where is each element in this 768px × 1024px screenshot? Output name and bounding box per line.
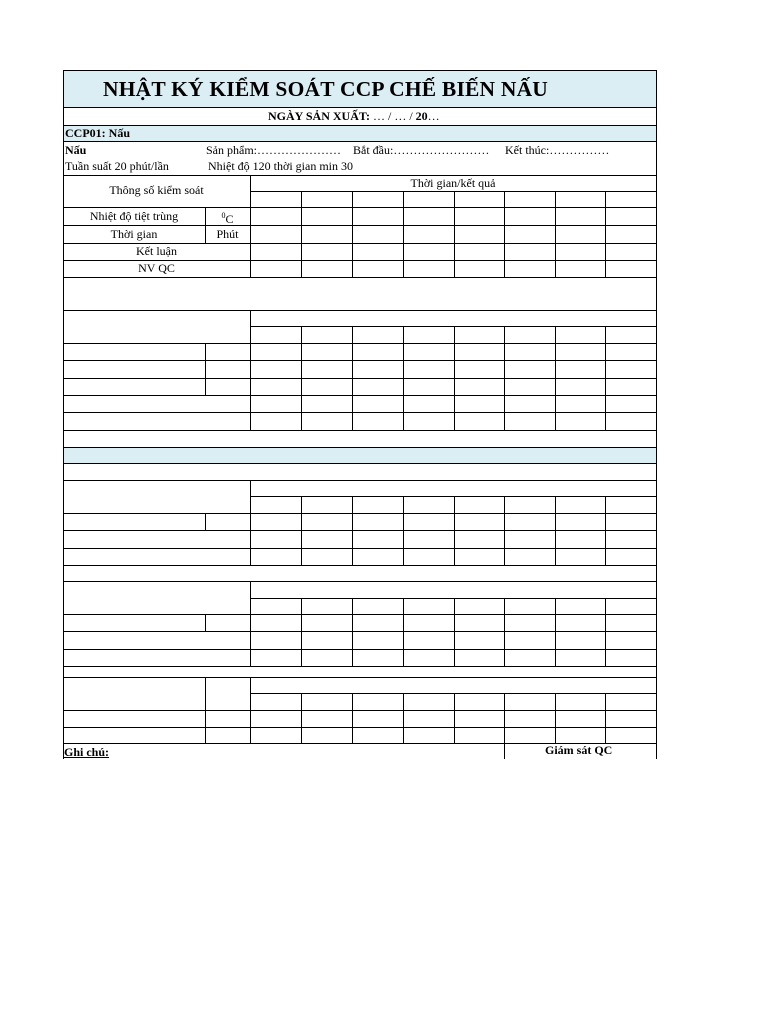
row-label-conclusion: Kết luận <box>136 244 177 258</box>
grid-col-line <box>504 598 505 666</box>
row-label-temperature: Nhiệt độ tiệt trùng <box>89 209 179 223</box>
unit-celsius <box>205 209 250 226</box>
grid-hline <box>63 447 656 448</box>
grid-col-line <box>656 496 657 565</box>
time-result-header: Thời gian/kết quả <box>410 176 496 190</box>
grid-hline <box>63 277 656 278</box>
grid-col-line <box>605 326 606 430</box>
grid-hline <box>63 260 656 261</box>
section-band <box>63 125 656 141</box>
grid-hline <box>250 326 656 327</box>
grid-col-line <box>250 496 251 565</box>
grid-hline <box>63 480 656 481</box>
frame-left <box>63 70 64 759</box>
grid-vline <box>205 207 206 243</box>
grid-col-line <box>454 693 455 743</box>
grid-hline <box>63 727 656 728</box>
grid-hline <box>63 530 656 531</box>
date-tail: … <box>427 109 440 123</box>
grid-col-line <box>656 191 657 277</box>
page-title: NHẬT KÝ KIỂM SOÁT CCP CHẾ BIẾN NẤU <box>103 77 549 101</box>
grid-vline <box>250 677 251 693</box>
grid-hline <box>63 463 656 464</box>
unit-minute: Phút <box>216 227 239 241</box>
date-placeholder: … / … / <box>370 109 416 123</box>
grid-col-line <box>605 496 606 565</box>
grid-col-line <box>403 191 404 277</box>
row-label-time: Thời gian <box>110 227 158 241</box>
grid-col-line <box>352 693 353 743</box>
grid-col-line <box>605 598 606 666</box>
grid-hline <box>63 141 656 142</box>
grid-vline <box>250 480 251 496</box>
grid-vline <box>205 513 206 530</box>
grid-hline <box>63 649 656 650</box>
grid-col-line <box>352 191 353 277</box>
product-field: Sản phẩm:………………… <box>206 143 341 157</box>
grid-col-line <box>555 693 556 743</box>
grid-vline <box>250 175 251 191</box>
grid-col-line <box>555 191 556 277</box>
grid-hline <box>250 693 656 694</box>
grid-hline <box>63 125 656 126</box>
grid-hline <box>63 378 656 379</box>
grid-col-line <box>656 326 657 430</box>
grid-hline <box>63 565 656 566</box>
start-field: Bắt đầu:…………………… <box>353 143 490 157</box>
grid-col-line <box>605 693 606 743</box>
grid-hline <box>63 548 656 549</box>
grid-col-line <box>301 326 302 430</box>
grid-hline <box>63 343 656 344</box>
requirement: Nhiệt độ 120 thời gian min 30 <box>208 159 354 173</box>
grid-col-line <box>454 496 455 565</box>
process-step: Nấu <box>65 143 87 157</box>
grid-col-line <box>555 326 556 430</box>
grid-vline <box>250 581 251 598</box>
grid-hline <box>250 598 656 599</box>
grid-hline <box>63 614 656 615</box>
grid-hline <box>63 360 656 361</box>
grid-hline <box>63 395 656 396</box>
grid-hline <box>63 243 656 244</box>
grid-col-line <box>605 191 606 277</box>
ccp-code: CCP01: Nấu <box>65 126 130 140</box>
grid-col-line <box>504 693 505 743</box>
grid-vline <box>205 343 206 395</box>
grid-hline <box>63 107 656 108</box>
grid-col-line <box>504 496 505 565</box>
production-date <box>268 109 440 123</box>
grid-hline <box>63 175 656 176</box>
unit-c: C <box>225 212 234 226</box>
grid-hline <box>63 412 656 413</box>
grid-hline <box>250 191 656 192</box>
grid-col-line <box>250 326 251 430</box>
grid-col-line <box>352 326 353 430</box>
grid-col-line <box>301 496 302 565</box>
grid-col-line <box>403 693 404 743</box>
grid-col-line <box>301 598 302 666</box>
grid-hline <box>63 310 656 311</box>
grid-col-line <box>250 191 251 277</box>
grid-hline <box>250 496 656 497</box>
param-header: Thông số kiểm soát <box>109 183 204 197</box>
frequency: Tuần suất 20 phút/lần <box>65 159 169 173</box>
date-year: 20 <box>415 109 428 123</box>
grid-col-line <box>454 598 455 666</box>
grid-hline <box>63 710 656 711</box>
grid-col-line <box>555 598 556 666</box>
end-field: Kết thúc:…………… <box>505 143 610 157</box>
grid-col-line <box>656 598 657 666</box>
grid-col-line <box>454 326 455 430</box>
grid-col-line <box>454 191 455 277</box>
grid-col-line <box>504 326 505 430</box>
grid-col-line <box>301 693 302 743</box>
grid-hline <box>63 207 656 208</box>
grid-hline <box>63 666 656 667</box>
grid-vline <box>205 614 206 631</box>
row-label-qc-staff: NV QC <box>138 261 175 275</box>
grid-col-line <box>352 598 353 666</box>
grid-col-line <box>403 326 404 430</box>
grid-hline <box>63 631 656 632</box>
grid-col-line <box>555 496 556 565</box>
grid-vline <box>205 677 206 743</box>
grid-hline <box>63 581 656 582</box>
footer-divider <box>504 743 505 759</box>
grid-hline <box>63 225 656 226</box>
empty-section-band <box>63 447 656 463</box>
note-label: Ghi chú: <box>64 745 110 759</box>
grid-col-line <box>656 693 657 743</box>
grid-hline <box>63 430 656 431</box>
grid-hline <box>63 513 656 514</box>
grid-col-line <box>250 693 251 743</box>
degree-sup: 0 <box>221 211 226 220</box>
date-label: NGÀY SẢN XUẤT: <box>268 109 370 123</box>
qc-supervisor: Giám sát QC <box>545 743 613 757</box>
grid-col-line <box>504 191 505 277</box>
grid-col-line <box>301 191 302 277</box>
grid-vline <box>250 310 251 326</box>
grid-hline <box>63 743 656 744</box>
grid-col-line <box>403 496 404 565</box>
grid-col-line <box>403 598 404 666</box>
grid-col-line <box>250 598 251 666</box>
frame-top <box>63 70 656 71</box>
grid-hline <box>63 677 656 678</box>
grid-col-line <box>352 496 353 565</box>
